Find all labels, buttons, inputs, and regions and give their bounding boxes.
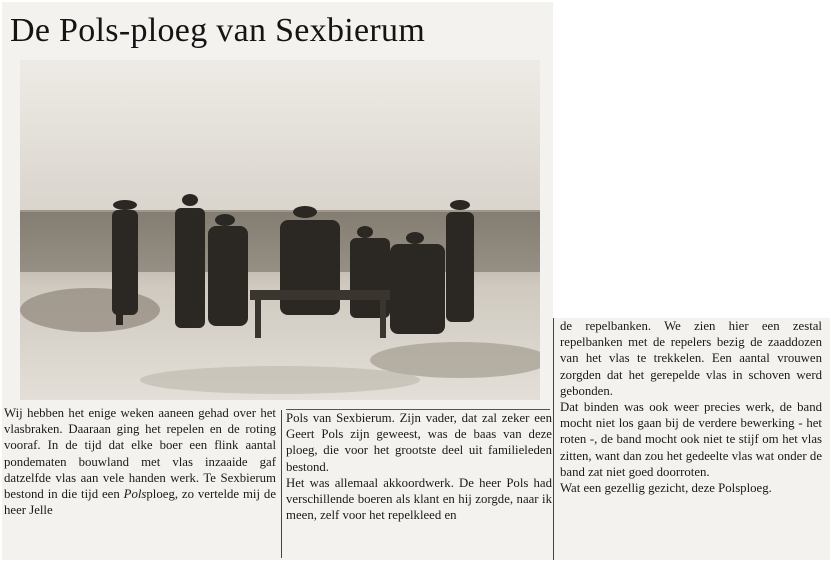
article-column-2 [286, 410, 552, 523]
column-divider [553, 318, 554, 560]
paragraph: Dat binden was ook weer precies werk, de band mocht niet los gaan bij de verdere bewerking - het roten -, de band mocht ook niet te stijf om het vlas zitten, want dan zou het gedeelte vlas wat onder de band zat niet goed doorroten. [560, 400, 822, 479]
text-run-italic: Pols [123, 487, 147, 502]
paragraph: Het was allemaal akkoordwerk. De heer Pols had verschillende boeren als klant en hij zorgde, naar ik meen, zelf voor het repelkleed en [286, 475, 552, 523]
text-run: ploeg, zo vertelde mij de heer Jelle [4, 487, 276, 518]
text-run: Wij hebben het enige weken aaneen gehad over het vlasbraken. Daaraan ging het repelen en de roting vooraf. In de tijd dat elke boer een flink aantal pondematen bouwland met vlas inzaaide gaf datzelfde vlas aan vele handen werk. Te Sexbierum bestond in die tijd een [4, 406, 276, 502]
column-divider [281, 410, 282, 558]
paragraph: Pols van Sexbierum. Zijn vader, dat zal zeker een Geert Pols zijn geweest, was de baas van deze ploeg, die voor het grootste deel uit familieleden bestond. [286, 411, 552, 474]
article-column-3 [560, 318, 822, 496]
article-photo [20, 60, 540, 400]
paragraph: Wat een gezellig gezicht, deze Polsploeg. [560, 481, 772, 496]
article-column-1 [4, 405, 276, 518]
paragraph: de repelbanken. We zien hier een zestal repelbanken met de repelers bezig de zaaddozen van het vlas te trekkelen. Een aantal vrouwen zorgden dat het gerepelde vlas in schoven werd gebonden. [560, 319, 822, 398]
headline: De Pols-ploeg van Sexbierum [10, 12, 426, 49]
paragraph [4, 405, 276, 518]
